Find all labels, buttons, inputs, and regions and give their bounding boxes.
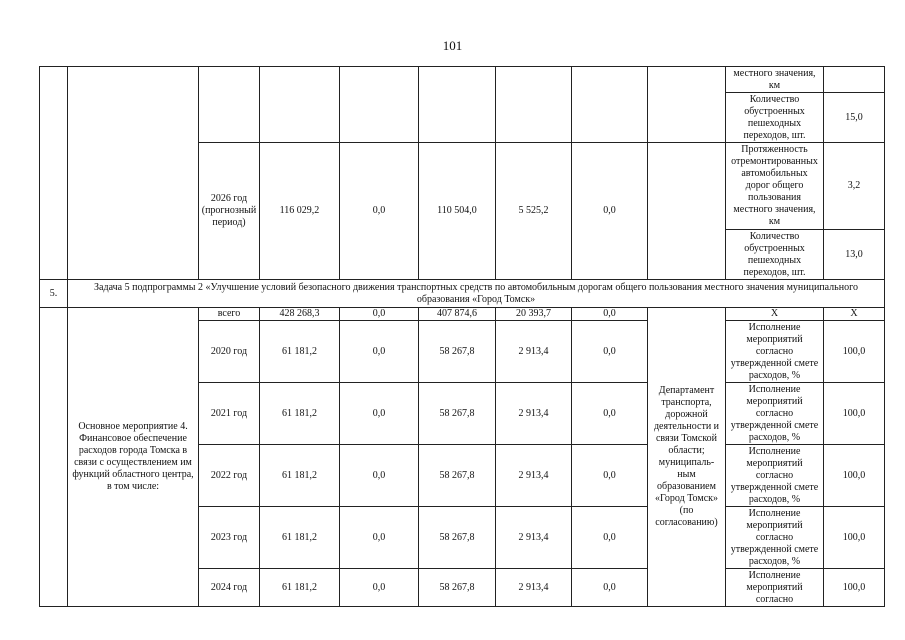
fund-cell: 58 267,8 [419, 383, 496, 445]
fund-cell [496, 67, 572, 143]
fund-cell: 0,0 [572, 308, 648, 321]
fund-cell [340, 67, 419, 143]
fund-cell: 0,0 [572, 445, 648, 507]
number-cell [40, 67, 68, 280]
event-name-cell: Основное мероприятие 4. Финансовое обеспечение расходов города Томска в связи с осуществлением им функций областного центра, в том числе: [68, 308, 199, 607]
year-cell: 2021 год [199, 383, 260, 445]
fund-cell: 0,0 [572, 383, 648, 445]
indicator-cell: Исполнение мероприятий согласно утвержденной смете расходов, % [726, 383, 824, 445]
year-cell: 2026 год (прогнозный период) [199, 143, 260, 280]
target-value-cell: X [824, 308, 885, 321]
executor-cell: Департамент транспорта, дорожной деятельности и связи Томской области; муниципаль-ным образованием «Город Томск» (по согласованию) [648, 308, 726, 607]
target-value-cell: 100,0 [824, 507, 885, 569]
target-value-cell: 15,0 [824, 93, 885, 143]
indicator-cell: Количество обустроенных пешеходных переходов, шт. [726, 93, 824, 143]
target-value-cell [824, 67, 885, 93]
event-name-cell [68, 67, 199, 280]
task-number-cell: 5. [40, 280, 68, 308]
total-cell: 61 181,2 [260, 445, 340, 507]
fund-cell: 5 525,2 [496, 143, 572, 280]
indicator-cell: X [726, 308, 824, 321]
fund-cell: 2 913,4 [496, 569, 572, 607]
executor-cell [648, 143, 726, 280]
executor-cell [648, 67, 726, 143]
fund-cell: 0,0 [340, 569, 419, 607]
fund-cell: 0,0 [340, 383, 419, 445]
year-cell: 2020 год [199, 321, 260, 383]
table-row [40, 308, 885, 321]
indicator-cell: Исполнение мероприятий согласно утвержденной смете расходов, % [726, 321, 824, 383]
page-number: 101 [442, 38, 463, 53]
total-cell: 61 181,2 [260, 321, 340, 383]
indicator-cell: Исполнение мероприятий согласно утвержденной смете расходов, % [726, 507, 824, 569]
year-cell: 2022 год [199, 445, 260, 507]
fund-cell: 110 504,0 [419, 143, 496, 280]
fund-cell: 2 913,4 [496, 383, 572, 445]
indicator-cell: Количество обустроенных пешеходных переходов, шт. [726, 230, 824, 280]
indicator-cell: Протяженность отремонтированных автомобильных дорог общего пользования местного значения, км [726, 143, 824, 230]
number-cell [40, 308, 68, 607]
table-row [40, 67, 885, 93]
target-value-cell: 100,0 [824, 383, 885, 445]
fund-cell: 0,0 [572, 143, 648, 280]
fund-cell: 0,0 [340, 308, 419, 321]
target-value-cell: 100,0 [824, 321, 885, 383]
target-value-cell: 100,0 [824, 569, 885, 607]
year-cell: всего [199, 308, 260, 321]
program-table [39, 66, 885, 607]
fund-cell: 58 267,8 [419, 569, 496, 607]
fund-cell: 0,0 [572, 507, 648, 569]
total-cell: 428 268,3 [260, 308, 340, 321]
year-cell [199, 67, 260, 143]
fund-cell: 58 267,8 [419, 321, 496, 383]
year-cell: 2024 год [199, 569, 260, 607]
fund-cell [572, 67, 648, 143]
fund-cell: 2 913,4 [496, 507, 572, 569]
total-cell [260, 67, 340, 143]
total-cell: 61 181,2 [260, 569, 340, 607]
fund-cell: 2 913,4 [496, 445, 572, 507]
fund-cell: 58 267,8 [419, 507, 496, 569]
fund-cell: 0,0 [572, 321, 648, 383]
total-cell: 61 181,2 [260, 507, 340, 569]
indicator-cell: Исполнение мероприятий согласно утвержденной смете расходов, % [726, 445, 824, 507]
target-value-cell: 100,0 [824, 445, 885, 507]
indicator-cell: Исполнение мероприятий согласно [726, 569, 824, 607]
task-row [40, 280, 885, 308]
fund-cell: 0,0 [340, 321, 419, 383]
fund-cell: 407 874,6 [419, 308, 496, 321]
task-title-cell: Задача 5 подпрограммы 2 «Улучшение условий безопасного движения транспортных средств по автомобильным дорогам общего пользования местного значения муниципального образования «Город Томск» [68, 280, 885, 308]
fund-cell: 20 393,7 [496, 308, 572, 321]
indicator-cell: местного значения, км [726, 67, 824, 93]
fund-cell: 0,0 [340, 507, 419, 569]
year-cell: 2023 год [199, 507, 260, 569]
fund-cell: 0,0 [572, 569, 648, 607]
target-value-cell: 3,2 [824, 143, 885, 230]
fund-cell: 58 267,8 [419, 445, 496, 507]
fund-cell [419, 67, 496, 143]
fund-cell: 2 913,4 [496, 321, 572, 383]
total-cell: 116 029,2 [260, 143, 340, 280]
total-cell: 61 181,2 [260, 383, 340, 445]
fund-cell: 0,0 [340, 143, 419, 280]
fund-cell: 0,0 [340, 445, 419, 507]
target-value-cell: 13,0 [824, 230, 885, 280]
